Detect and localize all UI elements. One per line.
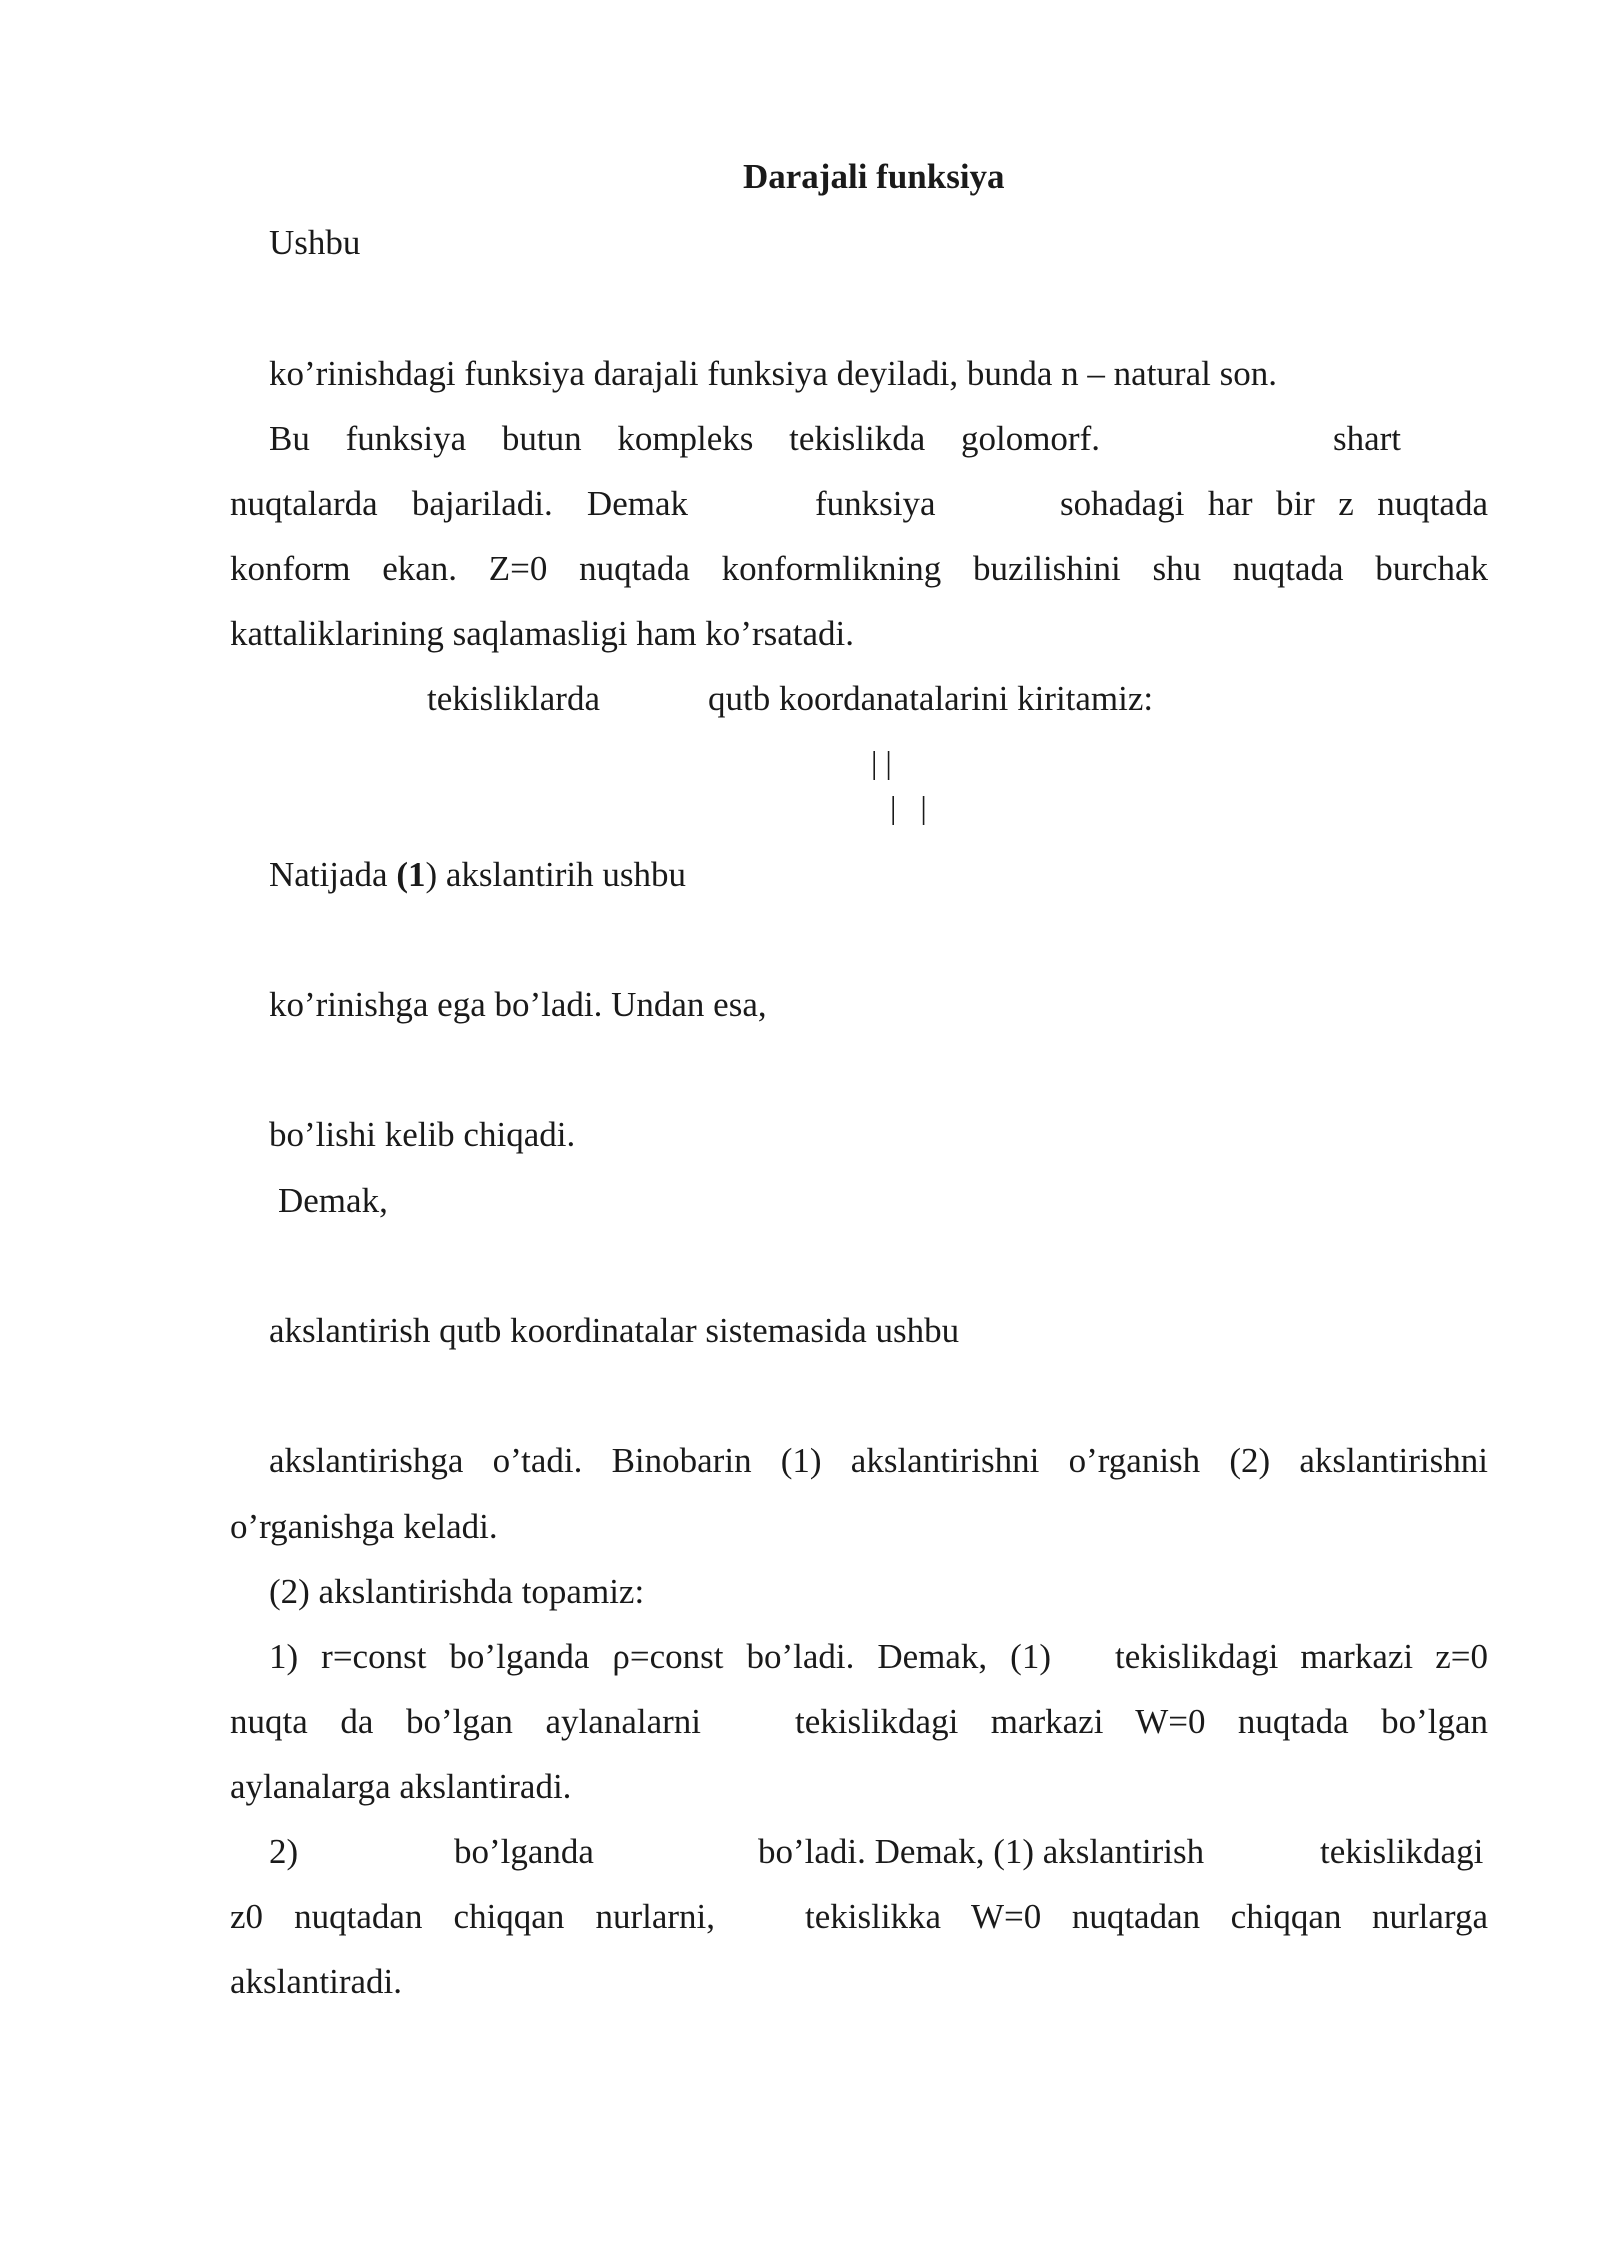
- text-line: bo’ladi. Demak, (1) akslantirish: [758, 1832, 1205, 1871]
- text-line: ko’rinishga ega bo’ladi. Undan esa,: [269, 985, 767, 1024]
- text-line: akslantiradi.: [230, 1962, 403, 2001]
- text-line: z0 nuqtadan chiqqan nurlarni,: [230, 1897, 715, 1936]
- text-line: akslantirish qutb koordinatalar sistemasida ushbu: [269, 1311, 960, 1350]
- text-line: 2): [269, 1832, 299, 1871]
- text-line: 1) r=const bo’lganda ρ=const bo’ladi. Demak, (1): [269, 1637, 1051, 1676]
- text-line: bo’lganda: [454, 1832, 594, 1871]
- text-line: funksiya: [815, 484, 936, 523]
- text-line: tekislikdagi markazi z=0: [1115, 1637, 1488, 1676]
- text-line: sohadagi har bir z nuqtada: [1060, 484, 1488, 523]
- text-line: tekislikdagi: [1320, 1832, 1484, 1871]
- text-line: nuqtalarda bajariladi. Demak: [230, 484, 688, 523]
- text-line: | |: [890, 789, 927, 825]
- text-line: tekisliklarda: [427, 679, 601, 718]
- text-line: tekislikdagi markazi W=0 nuqtada bo’lgan: [795, 1702, 1488, 1741]
- text-line: o’rganishga keladi.: [230, 1507, 498, 1546]
- equation-ref: (1: [396, 855, 426, 894]
- text-span: Natijada: [269, 855, 397, 894]
- text-line: bo’lishi kelib chiqadi.: [269, 1115, 576, 1154]
- text-line: | |: [871, 744, 892, 780]
- text-line: (2) akslantirishda topamiz:: [269, 1572, 645, 1611]
- text-line: tekislikka W=0 nuqtadan chiqqan nurlarga: [805, 1897, 1488, 1936]
- text-line: [269, 857, 686, 892]
- text-line: Bu funksiya butun kompleks tekislikda golomorf.: [269, 419, 1100, 458]
- text-line: nuqta da bo’lgan aylanalarni: [230, 1702, 701, 1741]
- text-span: ) akslantirih ushbu: [425, 855, 686, 894]
- page-title: Darajali funksiya: [743, 157, 1005, 196]
- text-line: Ushbu: [269, 223, 361, 262]
- text-line: kattaliklarining saqlamasligi ham ko’rsatadi.: [230, 614, 855, 653]
- text-line: shart: [1333, 419, 1402, 458]
- text-line: aylanalarga akslantiradi.: [230, 1767, 572, 1806]
- text-line: akslantirishga o’tadi. Binobarin (1) akslantirishni o’rganish (2) akslantirishni: [269, 1441, 1488, 1480]
- text-line: konform ekan. Z=0 nuqtada konformlikning buzilishini shu nuqtada burchak: [230, 549, 1488, 588]
- text-line: Demak,: [278, 1181, 388, 1220]
- text-line: ko’rinishdagi funksiya darajali funksiya deyiladi, bunda n – natural son.: [269, 354, 1277, 393]
- text-line: qutb koordanatalarini kiritamiz:: [708, 679, 1154, 718]
